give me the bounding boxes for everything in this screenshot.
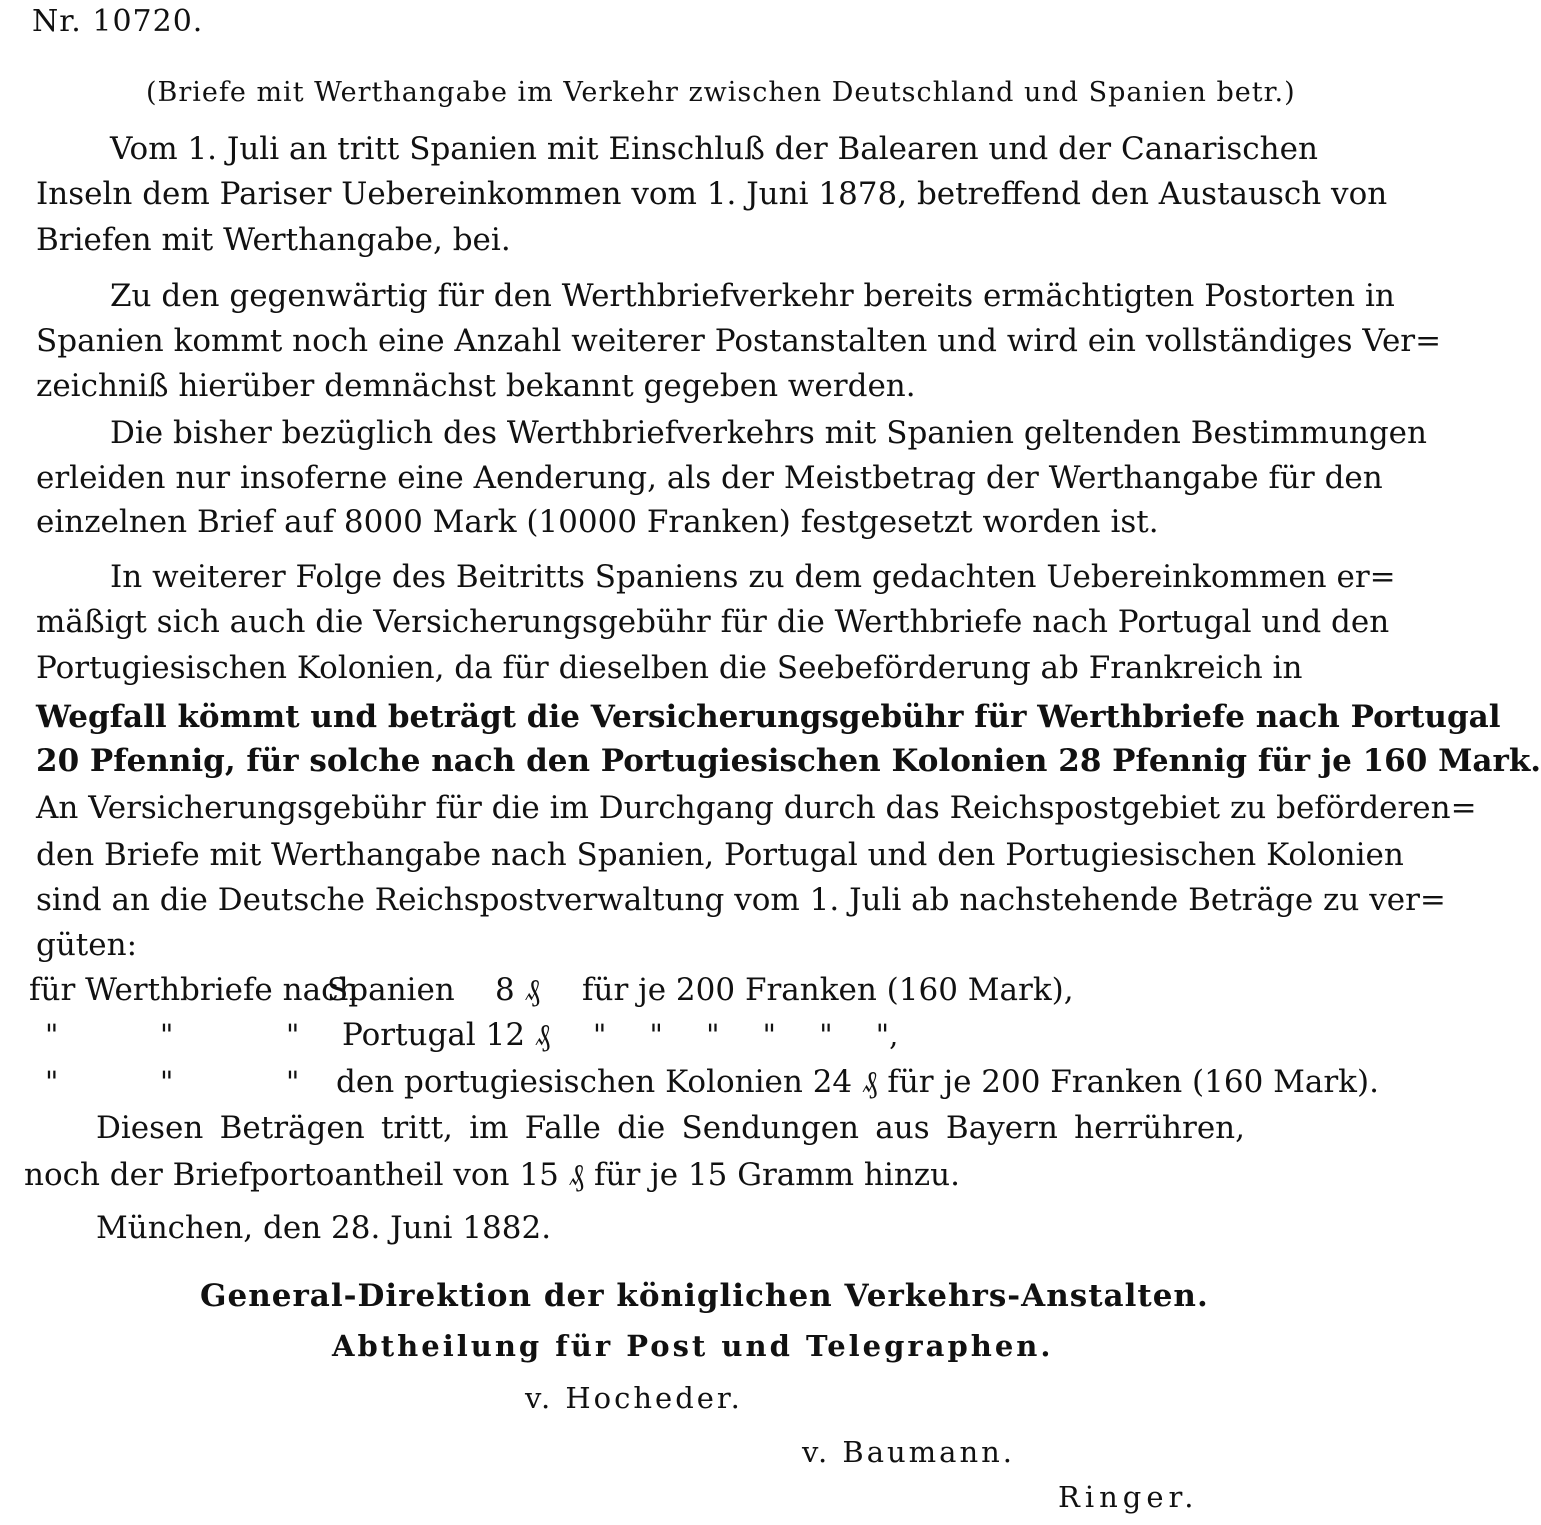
- paragraph-1-line-2: Inseln dem Pariser Uebereinkommen vom 1. Juni 1878, betreffend den Austausch von: [36, 176, 1388, 212]
- paragraph-3-line-1: Die bisher bezüglich des Werthbriefverkehrs mit Spanien geltenden Bestimmungen: [110, 415, 1427, 451]
- issuing-department: Abtheilung für Post und Telegraphen.: [332, 1329, 1054, 1363]
- rate-row-portugal: [45, 1015, 1075, 1055]
- closing-line-2: noch der Briefportoantheil von 15 ₰ für je 15 Gramm hinzu.: [24, 1157, 960, 1193]
- signature-hocheder: v. Hocheder.: [525, 1381, 743, 1415]
- paragraph-2-line-2: Spanien kommt noch eine Anzahl weiterer Postanstalten und wird ein vollständiges Ver=: [36, 323, 1442, 359]
- paragraph-3-line-3: einzelnen Brief auf 8000 Mark (10000 Franken) festgesetzt worden ist.: [36, 504, 1159, 540]
- rate-row-colonies: [45, 1062, 1379, 1102]
- rate-destination-and-basis: den portugiesischen Kolonien 24 ₰ für je 200 Franken (160 Mark).: [336, 1064, 1379, 1100]
- issuing-authority: General-Direktion der königlichen Verkehrs-Anstalten.: [200, 1278, 1209, 1314]
- paragraph-4-line-9: güten:: [36, 927, 138, 963]
- place-date: München, den 28. Juni 1882.: [96, 1210, 552, 1246]
- rate-destination: Portugal 12 ₰: [342, 1017, 551, 1053]
- ditto-mark: ": [45, 1018, 59, 1052]
- signature-baumann: v. Baumann.: [802, 1435, 1016, 1469]
- paragraph-4-line-1: In weiterer Folge des Beitritts Spaniens zu dem gedachten Uebereinkommen er=: [110, 559, 1396, 595]
- rate-basis: für je 200 Franken (160 Mark),: [582, 972, 1074, 1008]
- paragraph-4-line-8: sind an die Deutsche Reichspostverwaltung vom 1. Juli ab nachstehende Beträge zu ver=: [36, 882, 1446, 918]
- paragraph-4-line-2: mäßigt sich auch die Versicherungsgebühr für die Werthbriefe nach Portugal und den: [36, 604, 1390, 640]
- paragraph-3-line-2: erleiden nur insoferne eine Aenderung, als der Meistbetrag der Werthangabe für den: [36, 460, 1383, 496]
- rate-basis-dittos: " " " " " ",: [593, 1018, 899, 1052]
- paragraph-4-line-5: 20 Pfennig, für solche nach den Portugiesischen Kolonien 28 Pfennig für je 160 Mark.: [36, 743, 1541, 779]
- paragraph-1-line-1: Vom 1. Juli an tritt Spanien mit Einschluß der Balearen und der Canarischen: [110, 131, 1318, 167]
- paragraph-4-line-4: Wegfall kömmt und beträgt die Versicherungsgebühr für Werthbriefe nach Portugal: [36, 699, 1501, 735]
- paragraph-1-line-3: Briefen mit Werthangabe, bei.: [36, 222, 511, 258]
- paragraph-4-line-3: Portugiesischen Kolonien, da für dieselben die Seebeförderung ab Frankreich in: [36, 650, 1303, 686]
- rate-destination: Spanien: [327, 972, 455, 1008]
- document-number: Nr. 10720.: [32, 4, 204, 39]
- rate-amount: 8 ₰: [495, 972, 541, 1008]
- paragraph-2-line-3: zeichniß hierüber demnächst bekannt gegeben werden.: [36, 368, 916, 404]
- ditto-mark: ": [286, 1065, 300, 1099]
- rate-row-spain: [29, 970, 1079, 1010]
- paragraph-4-line-7: den Briefe mit Werthangabe nach Spanien, Portugal und den Portugiesischen Kolonien: [36, 837, 1404, 873]
- ditto-mark: ": [286, 1018, 300, 1052]
- ditto-mark: ": [160, 1018, 174, 1052]
- paragraph-2-line-1: Zu den gegenwärtig für den Werthbriefverkehr bereits ermächtigten Postorten in: [110, 278, 1395, 314]
- closing-line-1: Diesen Beträgen tritt, im Falle die Sendungen aus Bayern herrühren,: [96, 1110, 1245, 1146]
- rate-prefix: für Werthbriefe nach: [29, 972, 359, 1008]
- document-subject: (Briefe mit Werthangabe im Verkehr zwischen Deutschland und Spanien betr.): [146, 77, 1296, 108]
- paragraph-4-line-6: An Versicherungsgebühr für die im Durchgang durch das Reichspostgebiet zu beförderen=: [36, 790, 1477, 826]
- ditto-mark: ": [160, 1065, 174, 1099]
- signature-ringer: Ringer.: [1058, 1480, 1199, 1514]
- ditto-mark: ": [45, 1065, 59, 1099]
